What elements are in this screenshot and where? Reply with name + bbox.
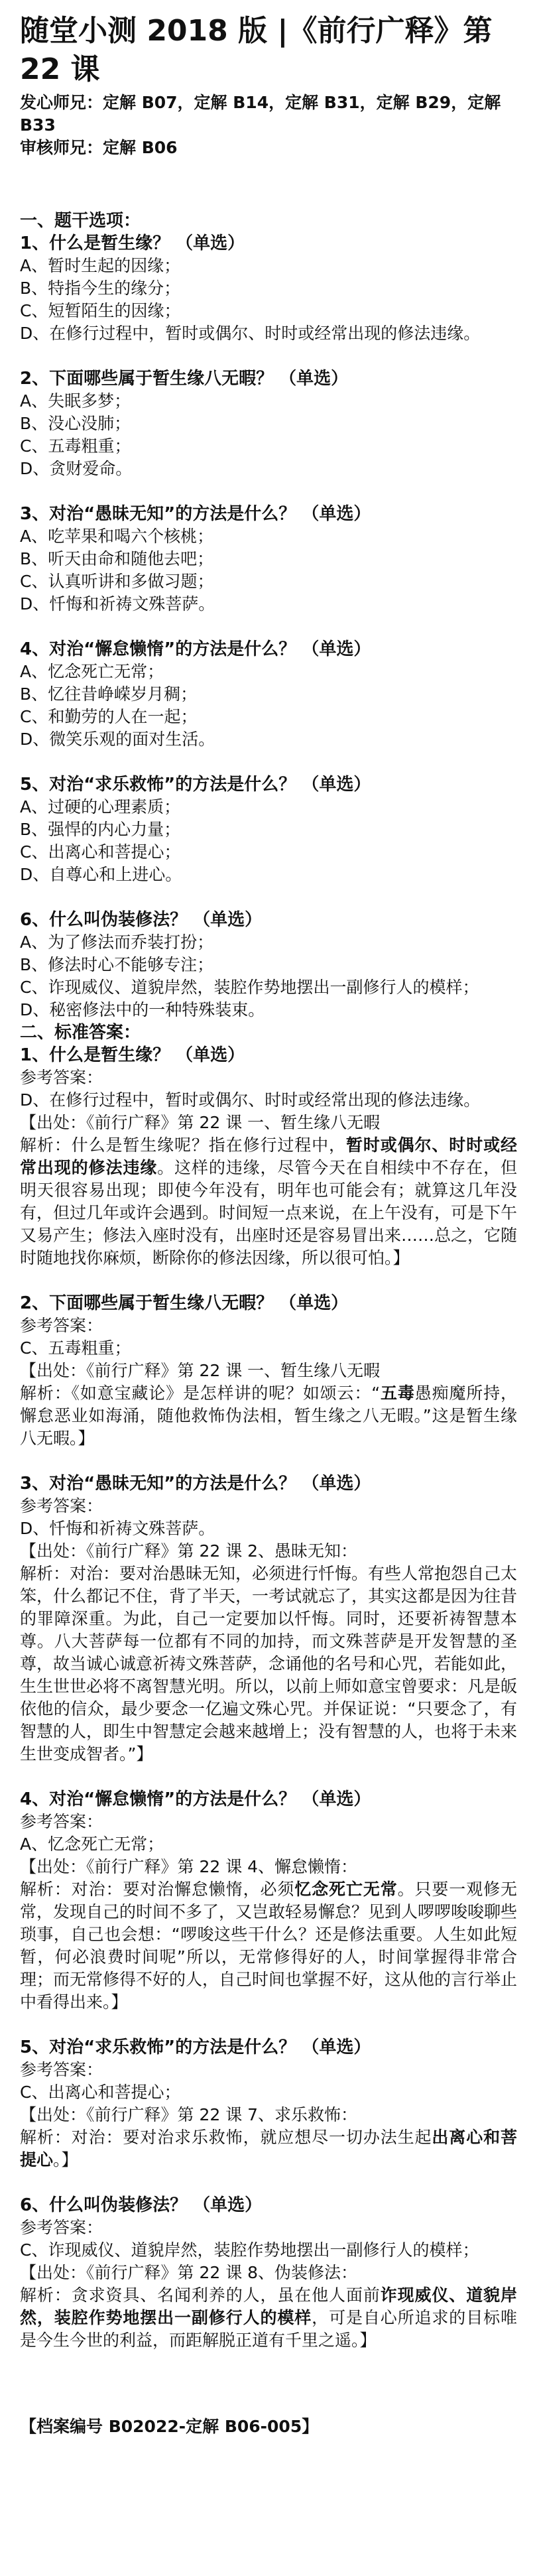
answer-block (20, 1292, 517, 1450)
question-title: 4、对治“懈怠懒惰”的方法是什么？ （单选） (20, 1789, 371, 1809)
explanation (20, 1856, 517, 2014)
option: A、暂时生起的因缘； (20, 256, 181, 275)
question-title: 2、下面哪些属于暂生缘八无暇？ （单选） (20, 1293, 349, 1313)
issuer-line: 发心师兄：定解 B07，定解 B14，定解 B31，定解 B29，定解 B33 (20, 93, 501, 135)
document-title: 随堂小测 2018 版 |《前行广释》第 22 课 (20, 14, 493, 86)
question-block (20, 909, 517, 1021)
explanation-text: 解析：《如意宝藏论》是怎样讲的呢？如颂云：“ (20, 1384, 381, 1403)
option: B、修法时心不能够专注； (20, 955, 214, 974)
option: B、强悍的内心力量； (20, 820, 181, 839)
option: D、贪财爱命。 (20, 459, 133, 478)
explanation (20, 2104, 517, 2171)
explanation-emphasis: 忆念死亡无常 (294, 1880, 398, 1899)
option: A、吃苹果和喝六个核桃； (20, 527, 214, 546)
question-block (20, 232, 517, 345)
explanation-source: 【出处：《前行广释》第 22 课 一、暂生缘八无暇 (20, 1361, 381, 1380)
question-block (20, 503, 517, 615)
explanation-text: 解析：对治：要对治懈怠懒惰，必须 (20, 1880, 295, 1899)
question-block (20, 367, 517, 480)
questions-section (20, 210, 517, 1021)
explanation (20, 1360, 517, 1450)
option: D、秘密修法中的一种特殊装束。 (20, 1000, 265, 1019)
explanation-text: 。这样的违缘，尽管今天在自相续中不存在，但明天很容易出现；即使今年没有，明年也可能会有；就算这几年没有，但过几年或许会遇到。时间短一点来说，在上午没有，可是下午又易产生；修法入座时没有，出座时还是容易冒出来……总之，它随时随地找你麻烦，断除你的修法因缘，所以很可怕。】 (20, 1158, 518, 1267)
reference-label: 参考答案： (20, 1068, 103, 1087)
question-title: 1、什么是暂生缘？ （单选） (20, 1045, 245, 1065)
explanation (20, 1112, 517, 1269)
option: B、忆往昔峥嵘岁月稠； (20, 684, 198, 704)
reference-label: 参考答案： (20, 2060, 103, 2079)
explanation-text: 。只要一观修无常，发现自己的时间不多了，又岂敢轻易懈怠？见到人啰啰唆唆聊些琐事，自己也会想：“啰唆这些干什么？还是修法重要。人生如此短暂，何必浪费时间呢”所以，无常修得好的人，时间掌握得非常合理；而无常修得不好的人，自己时间也掌握不好，这从他的言行举止中看得出来。】 (20, 1880, 518, 2012)
answer-block (20, 2036, 517, 2171)
answer-text: D、在修行过程中，暂时或偶尔、时时或经常出现的修法违缘。 (20, 1090, 481, 1110)
question-block (20, 638, 517, 751)
answers-section (20, 1021, 517, 2352)
answer-text: A、忆念死亡无常； (20, 1835, 164, 1854)
reference-label: 参考答案： (20, 1812, 103, 1831)
answer-block (20, 1788, 517, 2014)
question-block (20, 773, 517, 886)
question-title: 1、什么是暂生缘？ （单选） (20, 233, 245, 253)
answer-block (20, 1044, 517, 1269)
question-title: 4、对治“懈怠懒惰”的方法是什么？ （单选） (20, 639, 371, 659)
explanation-source: 【出处：《前行广释》第 22 课 2、愚昧无知： (20, 1541, 358, 1561)
option: D、忏悔和祈祷文殊菩萨。 (20, 594, 215, 613)
reference-label: 参考答案： (20, 1496, 103, 1515)
explanation-source: 【出处：《前行广释》第 22 课 4、懈怠懒惰： (20, 1857, 358, 1876)
answer-text: C、出离心和菩提心； (20, 2083, 181, 2102)
question-title: 3、对治“愚昧无知”的方法是什么？ （单选） (20, 1474, 371, 1494)
explanation-emphasis: 出离心和菩提心 (20, 2128, 517, 2169)
option: D、微笑乐观的面对生活。 (20, 730, 215, 749)
option: A、忆念死亡无常； (20, 662, 164, 681)
option: B、没心没肺； (20, 414, 131, 433)
option: A、失眠多梦； (20, 391, 131, 411)
explanation-text: 。】 (53, 2150, 78, 2169)
question-title: 6、什么叫伪装修法？ （单选） (20, 910, 263, 930)
explanation-emphasis: 诈现威仪、道貌岸然，装腔作势地摆出一副修行人的模样 (20, 2286, 517, 2327)
answer-text: C、五毒粗重； (20, 1338, 131, 1358)
question-title: 3、对治“愚昧无知”的方法是什么？ （单选） (20, 504, 371, 524)
option: C、诈现威仪、道貌岸然，装腔作势地摆出一副修行人的模样； (20, 978, 479, 997)
explanation-emphasis: 五毒 (380, 1384, 415, 1403)
explanation-text: 解析：对治：要对治求乐救怖，就应想尽一切办法生起 (20, 2128, 432, 2147)
option: C、五毒粗重； (20, 436, 131, 456)
question-title: 5、对治“求乐救怖”的方法是什么？ （单选） (20, 775, 371, 795)
question-title: 5、对治“求乐救怖”的方法是什么？ （单选） (20, 2037, 371, 2057)
explanation-emphasis: 暂时或偶尔、时时或经常出现的修法违缘 (20, 1135, 517, 1177)
questions-section-title: 一、题干选项： (20, 211, 141, 231)
archive-number: 【档案编号 B02022-定解 B06-005】 (20, 2417, 319, 2436)
option: D、在修行过程中，暂时或偶尔、时时或经常出现的修法违缘。 (20, 324, 481, 343)
explanation-source: 【出处：《前行广释》第 22 课 7、求乐救怖： (20, 2105, 358, 2124)
answer-block (20, 2194, 517, 2352)
option: C、短暂陌生的因缘； (20, 301, 181, 320)
explanation-text: 解析：什么是暂生缘呢？指在修行过程中， (20, 1135, 346, 1155)
explanation-text: ，可是自心所追求的目标唯是今生今世的利益，而距解脱正道有千里之遥。】 (20, 2308, 517, 2350)
explanation-text: 解析：贪求资具、名闻利养的人，虽在他人面前 (20, 2286, 381, 2305)
explanation-source: 【出处：《前行广释》第 22 课 一、暂生缘八无暇 (20, 1113, 381, 1132)
option: B、特指今生的缘分； (20, 279, 181, 298)
explanation-source: 【出处：《前行广释》第 22 课 8、伪装修法： (20, 2263, 358, 2282)
option: D、自尊心和上进心。 (20, 865, 182, 884)
option: B、听天由命和随他去吧； (20, 549, 214, 568)
explanation (20, 2262, 517, 2352)
reviewer-line: 审核师兄：定解 B06 (20, 138, 178, 157)
option: C、认真听讲和多做习题； (20, 572, 214, 591)
answer-text: C、诈现威仪、道貌岸然，装腔作势地摆出一副修行人的模样； (20, 2240, 479, 2260)
explanation (20, 1540, 517, 1766)
question-title: 2、下面哪些属于暂生缘八无暇？ （单选） (20, 369, 349, 389)
option: C、出离心和菩提心； (20, 842, 181, 862)
option: A、为了修法而乔装打扮； (20, 933, 214, 952)
explanation-text: 解析：对治：要对治愚昧无知，必须进行忏悔。有些人常抱怨自己太笨，什么都记不住，背了半天，一考试就忘了，其实这都是因为往昔的罪障深重。为此，自己一定要加以忏悔。同时，还要祈祷智慧本尊。八大菩萨每一位都有不同的加持，而文殊菩萨是开发智慧的圣尊，故当诚心诚意祈祷文殊菩萨，念诵他的名号和心咒，若能如此，生生世世必将不离智慧光明。所以，以前上师如意宝曾要求：凡是皈依他的信众，最少要念一亿遍文殊心咒。并保证说：“只要念了，有智慧的人，即生中智慧定会越来越增上；没有智慧的人，也将于未来生世变成智者。”】 (20, 1564, 518, 1764)
reference-label: 参考答案： (20, 1316, 103, 1335)
explanation-text: 愚痴魔所持，懈怠恶业如海涌，随他救怖伪法相，暂生缘之八无暇。”这是暂生缘八无暇。】 (20, 1384, 517, 1448)
reference-label: 参考答案： (20, 2218, 103, 2237)
answer-block (20, 1472, 517, 1766)
option: C、和勤劳的人在一起； (20, 707, 198, 726)
option: A、过硬的心理素质； (20, 797, 181, 816)
answer-text: D、忏悔和祈祷文殊菩萨。 (20, 1519, 215, 1538)
answers-section-title: 二、标准答案： (20, 1023, 141, 1043)
question-title: 6、什么叫伪装修法？ （单选） (20, 2195, 263, 2215)
